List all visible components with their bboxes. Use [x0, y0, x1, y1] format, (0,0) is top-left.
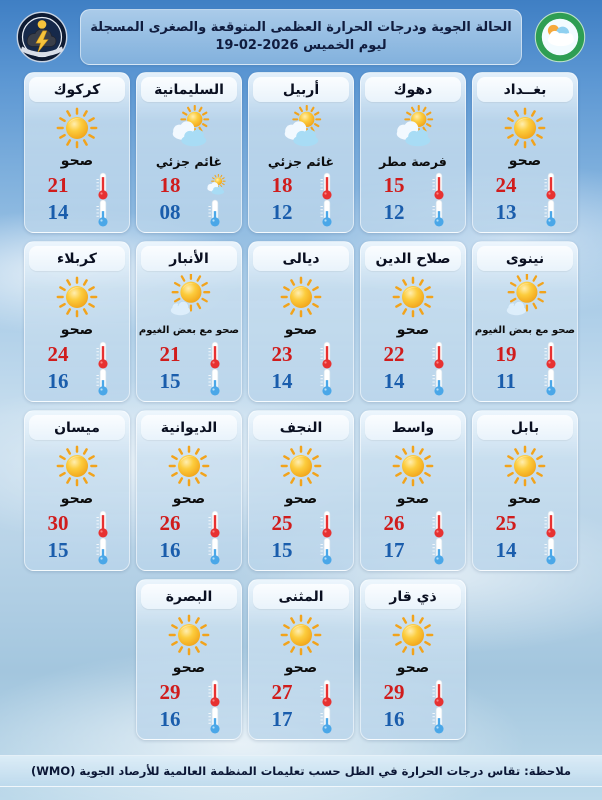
thermo-red-icon — [91, 172, 115, 200]
max-temp-row — [249, 172, 353, 199]
condition-label: صحو — [396, 322, 430, 338]
max-temp-row — [473, 172, 577, 199]
min-temp-value: 16 — [47, 369, 69, 393]
min-temp-row — [473, 199, 577, 226]
weather-card — [136, 241, 242, 402]
weather-card — [472, 72, 578, 233]
min-temp-value: 15 — [159, 369, 181, 393]
thermo-red-icon — [315, 172, 339, 200]
cards-row-4 — [18, 579, 584, 740]
max-temp-value: 24 — [47, 342, 69, 366]
weather-card — [24, 241, 130, 402]
cards-row-1 — [18, 72, 584, 233]
weather-card — [472, 241, 578, 402]
sun-icon — [390, 273, 436, 320]
condition-label: صحو — [60, 153, 94, 169]
thermo-blue-icon — [427, 199, 451, 227]
thermo-blue-icon — [203, 537, 227, 565]
min-temp-row — [361, 368, 465, 395]
min-temp-value: 16 — [159, 538, 181, 562]
min-temp-value: 11 — [496, 369, 516, 393]
header — [0, 0, 602, 68]
max-temp-row — [137, 679, 241, 706]
max-temp-value: 30 — [47, 511, 69, 535]
max-temp-value: 26 — [159, 511, 181, 535]
condition-label: صحو — [508, 491, 542, 507]
thermo-blue-icon — [427, 537, 451, 565]
min-temp-row — [473, 537, 577, 564]
sun-cloud-icon — [278, 104, 324, 151]
city-name: بابل — [477, 415, 573, 440]
weather-card — [360, 72, 466, 233]
page-title: الحالة الجوية ودرجات الحرارة العظمى المتوقعة والصغرى المسجلة ليوم الخميس 2026-02-19 — [80, 9, 522, 64]
max-temp-value: 27 — [271, 680, 293, 704]
max-temp-value: 18 — [159, 173, 181, 197]
thermo-blue-icon — [539, 537, 563, 565]
thermo-red-icon — [203, 341, 227, 369]
max-temp-row — [361, 679, 465, 706]
thermo-red-icon — [315, 341, 339, 369]
thermo-red-icon — [539, 341, 563, 369]
max-temp-row — [473, 341, 577, 368]
sun-icon — [502, 442, 548, 489]
cards-row-3 — [18, 410, 584, 571]
min-temp-value: 14 — [495, 538, 517, 562]
thermo-blue-icon — [203, 368, 227, 396]
city-name: صلاح الدين — [365, 246, 461, 271]
max-temp-value: 29 — [383, 680, 405, 704]
weather-card — [248, 579, 354, 740]
min-temp-value: 15 — [47, 538, 69, 562]
min-temp-value: 17 — [271, 707, 293, 731]
thermo-blue-icon — [315, 537, 339, 565]
city-name: ذي قار — [365, 584, 461, 609]
city-name: دهوك — [365, 77, 461, 102]
min-temp-value: 14 — [47, 200, 69, 224]
max-temp-row — [361, 341, 465, 368]
max-temp-row — [137, 341, 241, 368]
sun-cloud-mini-icon — [203, 174, 227, 197]
thermo-blue-icon — [91, 537, 115, 565]
sun-icon — [166, 611, 212, 658]
condition-label: صحو — [172, 491, 206, 507]
city-name: نينوى — [477, 246, 573, 271]
max-temp-value: 29 — [159, 680, 181, 704]
condition-label: صحو — [396, 660, 430, 676]
min-temp-value: 16 — [159, 707, 181, 731]
min-temp-row — [249, 537, 353, 564]
condition-label: غائم جزئي — [267, 153, 335, 169]
thermo-blue-icon — [91, 199, 115, 227]
sun-icon — [390, 442, 436, 489]
condition-label: صحو — [60, 322, 94, 338]
city-name: أربيل — [253, 77, 349, 102]
min-temp-row — [249, 706, 353, 733]
min-temp-row — [361, 199, 465, 226]
max-temp-value: 23 — [271, 342, 293, 366]
max-temp-row — [137, 510, 241, 537]
min-temp-row — [473, 368, 577, 395]
sun-cloud-icon — [390, 104, 436, 151]
min-temp-row — [137, 537, 241, 564]
city-name: بغــداد — [477, 77, 573, 102]
thermo-red-icon — [203, 510, 227, 538]
thermo-red-icon — [427, 341, 451, 369]
min-temp-value: 12 — [383, 200, 405, 224]
thermo-red-icon — [315, 679, 339, 707]
met-org-emblem-logo — [16, 11, 68, 63]
max-temp-row — [249, 679, 353, 706]
thermo-red-icon — [203, 679, 227, 707]
thermo-blue-icon — [315, 368, 339, 396]
sun-small-cloud-icon — [502, 273, 548, 320]
weather-card — [24, 410, 130, 571]
thermo-red-icon — [427, 172, 451, 200]
thermo-red-icon — [427, 679, 451, 707]
max-temp-value: 22 — [383, 342, 405, 366]
weather-card — [136, 579, 242, 740]
city-name: السليمانية — [141, 77, 237, 102]
condition-label: صحو — [508, 153, 542, 169]
min-temp-value: 17 — [383, 538, 405, 562]
sun-icon — [278, 611, 324, 658]
thermo-red-icon — [91, 341, 115, 369]
city-name: النجف — [253, 415, 349, 440]
min-temp-value: 15 — [271, 538, 293, 562]
min-temp-value: 14 — [271, 369, 293, 393]
max-temp-value: 25 — [271, 511, 293, 535]
city-name: ميسان — [29, 415, 125, 440]
min-temp-value: 13 — [495, 200, 517, 224]
weather-card — [360, 241, 466, 402]
thermo-blue-icon — [203, 199, 227, 227]
weather-card — [136, 410, 242, 571]
condition-label: غائم جزئي — [155, 153, 223, 169]
condition-label: صحو — [284, 660, 318, 676]
weather-cloud-sun-logo — [534, 11, 586, 63]
min-temp-value: 14 — [383, 369, 405, 393]
thermo-blue-icon — [91, 368, 115, 396]
max-temp-row — [25, 172, 129, 199]
thermo-red-icon — [539, 510, 563, 538]
footer-note: ملاحظة: تقاس درجات الحرارة في الظل حسب تعليمات المنظمة العالمية للأرصاد الجوية (WMO) — [0, 755, 602, 787]
condition-label: فرصة مطر — [379, 153, 447, 169]
city-name: واسط — [365, 415, 461, 440]
weather-card — [360, 410, 466, 571]
max-temp-row — [25, 341, 129, 368]
condition-label: صحو مع بعض الغيوم — [138, 324, 240, 336]
min-temp-row — [25, 537, 129, 564]
thermo-red-icon — [91, 510, 115, 538]
min-temp-row — [25, 368, 129, 395]
max-temp-row — [361, 172, 465, 199]
min-temp-row — [25, 199, 129, 226]
sun-icon — [54, 104, 100, 151]
thermo-red-icon — [539, 172, 563, 200]
thermo-blue-icon — [315, 706, 339, 734]
city-name: ديالى — [253, 246, 349, 271]
thermo-blue-icon — [539, 199, 563, 227]
max-temp-value: 21 — [159, 342, 181, 366]
min-temp-row — [361, 706, 465, 733]
weather-card — [248, 241, 354, 402]
thermo-blue-icon — [427, 706, 451, 734]
max-temp-value: 26 — [383, 511, 405, 535]
weather-card — [360, 579, 466, 740]
city-name: البصرة — [141, 584, 237, 609]
thermo-blue-icon — [539, 368, 563, 396]
thermo-blue-icon — [203, 706, 227, 734]
condition-label: صحو — [396, 491, 430, 507]
weather-card — [24, 72, 130, 233]
max-temp-value: 21 — [47, 173, 69, 197]
city-name: المثنى — [253, 584, 349, 609]
condition-label: صحو — [172, 660, 206, 676]
max-temp-value: 18 — [271, 173, 293, 197]
weather-card — [136, 72, 242, 233]
city-name: الأنبار — [141, 246, 237, 271]
sun-icon — [166, 442, 212, 489]
cards-row-2 — [18, 241, 584, 402]
city-name: كركوك — [29, 77, 125, 102]
city-name: الديوانية — [141, 415, 237, 440]
min-temp-value: 12 — [271, 200, 293, 224]
min-temp-row — [137, 199, 241, 226]
max-temp-row — [473, 510, 577, 537]
sun-icon — [390, 611, 436, 658]
min-temp-row — [137, 706, 241, 733]
weather-card — [248, 410, 354, 571]
max-temp-value: 15 — [383, 173, 405, 197]
weather-card — [472, 410, 578, 571]
condition-label: صحو — [60, 491, 94, 507]
sun-icon — [502, 104, 548, 151]
sun-cloud-icon — [166, 104, 212, 151]
thermo-blue-icon — [427, 368, 451, 396]
min-temp-row — [137, 368, 241, 395]
min-temp-row — [249, 199, 353, 226]
sun-small-cloud-icon — [166, 273, 212, 320]
sun-icon — [54, 442, 100, 489]
sun-icon — [278, 273, 324, 320]
min-temp-row — [249, 368, 353, 395]
max-temp-row — [25, 510, 129, 537]
max-temp-row — [137, 172, 241, 199]
max-temp-row — [249, 341, 353, 368]
max-temp-value: 25 — [495, 511, 517, 535]
thermo-red-icon — [427, 510, 451, 538]
condition-label: صحو مع بعض الغيوم — [474, 324, 576, 336]
max-temp-row — [361, 510, 465, 537]
max-temp-row — [249, 510, 353, 537]
min-temp-row — [361, 537, 465, 564]
thermo-red-icon — [315, 510, 339, 538]
cities-grid — [0, 68, 602, 748]
condition-label: صحو — [284, 322, 318, 338]
max-temp-value: 24 — [495, 173, 517, 197]
weather-card — [248, 72, 354, 233]
condition-label: صحو — [284, 491, 318, 507]
max-temp-value: 19 — [495, 342, 517, 366]
sun-icon — [54, 273, 100, 320]
min-temp-value: 08 — [159, 200, 181, 224]
sun-icon — [278, 442, 324, 489]
min-temp-value: 16 — [383, 707, 405, 731]
thermo-blue-icon — [315, 199, 339, 227]
city-name: كربلاء — [29, 246, 125, 271]
